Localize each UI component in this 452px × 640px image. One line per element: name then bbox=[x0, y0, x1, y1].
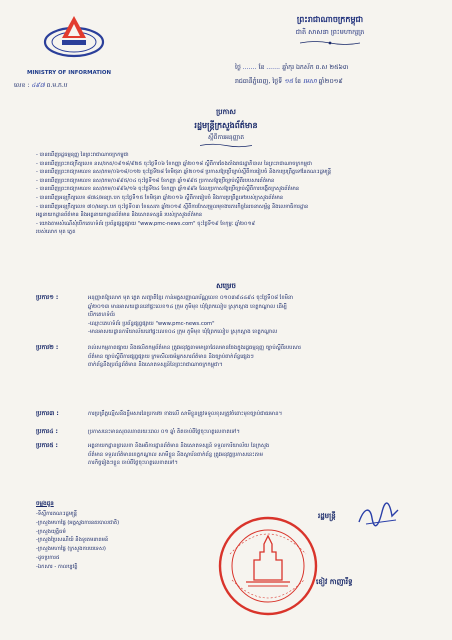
ref-label: លេខ : bbox=[14, 82, 30, 89]
article-line: -ឈ្មោះគេហទំព័រ ប្រព័ន្ធផ្សព្វផ្សាយ "www.pmc-news.com" bbox=[88, 320, 215, 327]
references-list bbox=[36, 151, 416, 237]
document-type: ប្រកាស bbox=[216, 108, 236, 116]
reference-item: អគ្គនាយកដ្ឋានព័ត៌មាន និងអគ្គនាយកដ្ឋានព័ត៌មាន និងសោតទស្សន៍ របស់ក្រសួងព័ត៌មាន bbox=[36, 212, 203, 219]
lunar-date-handwritten-2: ....... bbox=[266, 64, 281, 71]
article-line: អគ្គនាយកដ្ឋានព្រលេខា និងអធិការដ្ឋានព័ត៌មាន និងសោតទស្សន៍ ទទួលការិយាល័យ នៃក្រសួង bbox=[88, 443, 270, 449]
ornament-small-icon bbox=[200, 143, 252, 148]
article-line: រាល់សកម្មភាពផ្សាយ និងផលិតកម្មព័ត៌មាន ត្រូវអនុវត្តតាមមាត្រាដែលមានចែងក្នុងរដ្ឋធម្មនុញ្ញ ច្បាប់ស្ដីពីរបបសារ bbox=[88, 345, 301, 351]
lunar-date-year: ឆ្នាំកុរ ឯកស័ក ព.ស ២៥៦៣ bbox=[282, 64, 349, 71]
cc-item: -ក្រសួងមហាផ្ទៃ (អគ្គស្នងការនគរបាលជាតិ) bbox=[36, 519, 120, 526]
solar-date-month: មេសា bbox=[303, 78, 317, 85]
article-label: ប្រការ១ : bbox=[36, 294, 59, 301]
cc-list bbox=[36, 510, 119, 572]
solar-date bbox=[235, 78, 343, 87]
document-title: រដ្ឋមន្ត្រីក្រសួងព័ត៌មាន bbox=[194, 121, 258, 130]
signatory-title: រដ្ឋមន្ត្រី bbox=[318, 512, 336, 520]
reference-item: - បានឃើញព្រះរាជក្រមលេខ នស/រកម/០៦១៨/០១២ ចុះថ្ងៃទី២៨ ខែមិថុនា ឆ្នាំ២០១៨ ប្រកាសឱ្យប្រើច្បាប់ស្ដីពីការរៀបចំ និងការប្រព្រឹត្តទៅនៃគណៈរដ្ឋមន្ត្រី bbox=[36, 169, 331, 176]
lunar-date-handwritten: ....... bbox=[242, 64, 257, 71]
solar-date-year: ឆ្នាំ២០១៩ bbox=[318, 78, 343, 85]
cc-item: -ក្រសួងមហាផ្ទៃ (ក្រសួងការបរទេស) bbox=[36, 546, 106, 553]
article-line: ការប្រព្រឹត្តល្មើសនឹងខ្លឹមសារនៃប្រការ២ ខាងលើ សាមីខ្លួនត្រូវទទួលខុសត្រូវចំពោះមុខច្បាប់ជាធរមាន។ bbox=[88, 411, 283, 417]
article-2 bbox=[36, 344, 416, 370]
article-label: ប្រការ៣ : bbox=[36, 410, 59, 417]
reference-item: - បានឃើញព្រះរាជក្រមលេខ នស/រកម/០៩៩៦/១៦ ចុះថ្ងៃទី២៤ ខែកញ្ញា ឆ្នាំ១៩៩៦ ដែលប្រកាសឱ្យប្រើច្បាប់ស្ដីពីការបង្កើតក្រសួងព័ត៌មាន bbox=[36, 186, 300, 193]
cc-item: -ទីស្ដីការគណៈរដ្ឋមន្ត្រី bbox=[36, 511, 77, 517]
solar-date-prefix: រាជធានីភ្នំពេញ, ថ្ងៃទី bbox=[235, 78, 283, 85]
article-label: ប្រការ៥ : bbox=[36, 442, 58, 449]
article-line: អនុញ្ញាតឱ្យលោក មុត ភ្លេត សញ្ជាតិខ្មែរ កាន់អត្តសញ្ញាណប័ណ្ណលេខ ០១០៣៩៤៤៩៤ ចុះថ្ងៃទី០៨ ខែមិនា bbox=[88, 295, 294, 301]
ministry-name-en: MINISTRY OF INFORMATION bbox=[26, 70, 112, 76]
ref-suffix: ព.ម.ក.ប bbox=[46, 82, 68, 89]
reference-item: - បានឃើញព្រះរាជក្រមលេខ នស/រកម/០៩៩៥/០៤ ចុះថ្ងៃទី១៨ ខែកញ្ញា ឆ្នាំ១៩៩៥ ប្រកាសឱ្យប្រើច្បាប់ស្ដីពីរបបសារព័ត៌មាន bbox=[36, 177, 275, 184]
reference-item: - បានឃើញរដ្ឋធម្មនុញ្ញ នៃព្រះរាជាណាចក្រកម្ពុជា bbox=[36, 152, 129, 158]
cc-item: -ក្រសួងប្រៃសណីយ៍ និងទូរគមនាគមន៍ bbox=[36, 537, 109, 544]
article-line: ឆ្នាំ២០១៣ មានអាសយដ្ឋាននៅផ្ទះលេខ១៤ ក្រុម ភូមិមុខ ឃុំព្រែកលៀប ស្រុកស្អាង ខេត្តកណ្ដាល ដើម្បី bbox=[88, 303, 287, 310]
article-line: ព័ត៌មាន ច្បាប់ស្ដីពីការផ្សព្វផ្សាយ ក្រមសីលធម៌អ្នកសារព័ត៌មាន និងច្បាប់ពាក់ព័ន្ធផ្សេងៗ bbox=[88, 353, 254, 360]
reference-item: - យោងតាមសំណើសុំបើកគេហទំព័រ ប្រព័ន្ធផ្សព្វផ្សាយ "www.pmc-news.com" ចុះថ្ងៃទី១៩ ខែកុម្ភៈ ឆ្នាំ២០១៩ bbox=[36, 220, 256, 227]
article-body bbox=[88, 442, 416, 468]
article-body bbox=[88, 294, 416, 337]
national-motto: ជាតិ សាសនា ព្រះមហាក្សត្រ bbox=[295, 28, 365, 36]
handwritten-signature-icon bbox=[356, 500, 402, 530]
article-4 bbox=[36, 428, 416, 437]
ornament-divider-icon bbox=[300, 40, 360, 46]
signatory-name: ខៀវ កាញារីទ្ធ bbox=[316, 577, 353, 586]
ministry-logo-icon bbox=[42, 12, 106, 64]
ref-number: ៤៩៧ bbox=[31, 82, 45, 89]
article-line: ប្រកាសនេះមានសុពលភាពរយៈពេល ០១ ឆ្នាំ គិតចាប់ពីថ្ងៃចុះហត្ថលេខាតទៅ។ bbox=[88, 429, 240, 435]
reference-item: របស់លោក មុត ភ្លេត bbox=[36, 229, 76, 236]
lunar-date-month-label: ខែ bbox=[258, 64, 265, 71]
cc-item: -ឯកសារ - កាលប្បវត្តិ bbox=[36, 563, 78, 570]
article-body bbox=[88, 428, 416, 437]
article-5 bbox=[36, 442, 416, 468]
decides-heading: សម្រេច bbox=[216, 282, 236, 290]
document-subject: ស្ដីពីការអនុញ្ញាត bbox=[207, 134, 245, 141]
kingdom-title: ព្រះរាជាណាចក្រកម្ពុជា bbox=[296, 15, 364, 24]
solar-date-month-label: ខែ bbox=[295, 78, 302, 85]
article-1 bbox=[36, 294, 416, 337]
reference-item: - បានឃើញអនុក្រឹត្យលេខ ៧០/អនក្រ.បក ចុះថ្ងៃទី០៣ ខែឧសភា ឆ្នាំ២០១៩ ស្ដីពីការកែសម្រួលមុខងារភារកិច្ចនៃរចនាសម្ព័ន្ធ និងលេខាធិការដ្ឋាន bbox=[36, 203, 309, 210]
article-label: ប្រការ៤ : bbox=[36, 428, 58, 435]
article-line: ភារកិច្ចរៀងៗខ្លួន ចាប់ពីថ្ងៃចុះហត្ថលេខាតទៅ។ bbox=[88, 460, 178, 467]
lunar-date-prefix: ថ្ងៃ bbox=[235, 64, 241, 71]
article-3 bbox=[36, 410, 416, 419]
article-body bbox=[88, 344, 416, 370]
cc-item: -ក្រសួងយុត្តិធម៌ bbox=[36, 528, 66, 535]
lunar-date bbox=[235, 64, 348, 73]
article-line: បើកគេហទំព័រ bbox=[88, 312, 115, 319]
article-body bbox=[88, 410, 416, 419]
cc-item: -ដូចប្រការ៥ bbox=[36, 554, 60, 561]
article-line: -មានអាសយដ្ឋានការិយាល័យនៅផ្ទះលេខ០៤ ក្រុម ភូមិមុខ ឃុំព្រែកលៀប ស្រុកស្អាង ខេត្តកណ្ដាល bbox=[88, 329, 278, 336]
official-seal-icon bbox=[216, 514, 320, 618]
reference-number bbox=[14, 81, 68, 90]
cc-heading: ចម្លងជូន bbox=[36, 501, 54, 507]
solar-date-day: ១៥ bbox=[284, 78, 294, 85]
article-line: ពាក់ព័ន្ធនឹងប្រព័ន្ធព័ត៌មាន និងសោតទស្សន៍នៃព្រះរាជាណាចក្រកម្ពុជា។ bbox=[88, 362, 223, 369]
reference-item: - បានឃើញព្រះរាជក្រឹត្យលេខ នស/រកត/០៩១៨/៩២៥ ចុះថ្ងៃទី០៦ ខែកញ្ញា ឆ្នាំ២០១៨ ស្ដីពីការតែងតាំងរាជរដ្ឋាភិបាល នៃព្រះរាជាណាចក្រកម្ពុជា bbox=[36, 160, 312, 167]
article-line: ព័ត៌មាន ទទួលព័ត៌មានខេត្តកណ្ដាល សាមីខ្លួន និងស្ថាប័នពាក់ព័ន្ធ ត្រូវអនុវត្តប្រកាសនេះតាម bbox=[88, 451, 264, 458]
article-label: ប្រការ២ : bbox=[36, 344, 59, 351]
reference-item: - បានឃើញអនុក្រឹត្យលេខ ៨៧៤/អនក្រ.បក ចុះថ្ងៃទី១៥ ខែមិថុនា ឆ្នាំ២០១៦ ស្ដីពីការរៀបចំ និងការប្រព្រឹត្តទៅរបស់ក្រសួងព័ត៌មាន bbox=[36, 194, 284, 201]
